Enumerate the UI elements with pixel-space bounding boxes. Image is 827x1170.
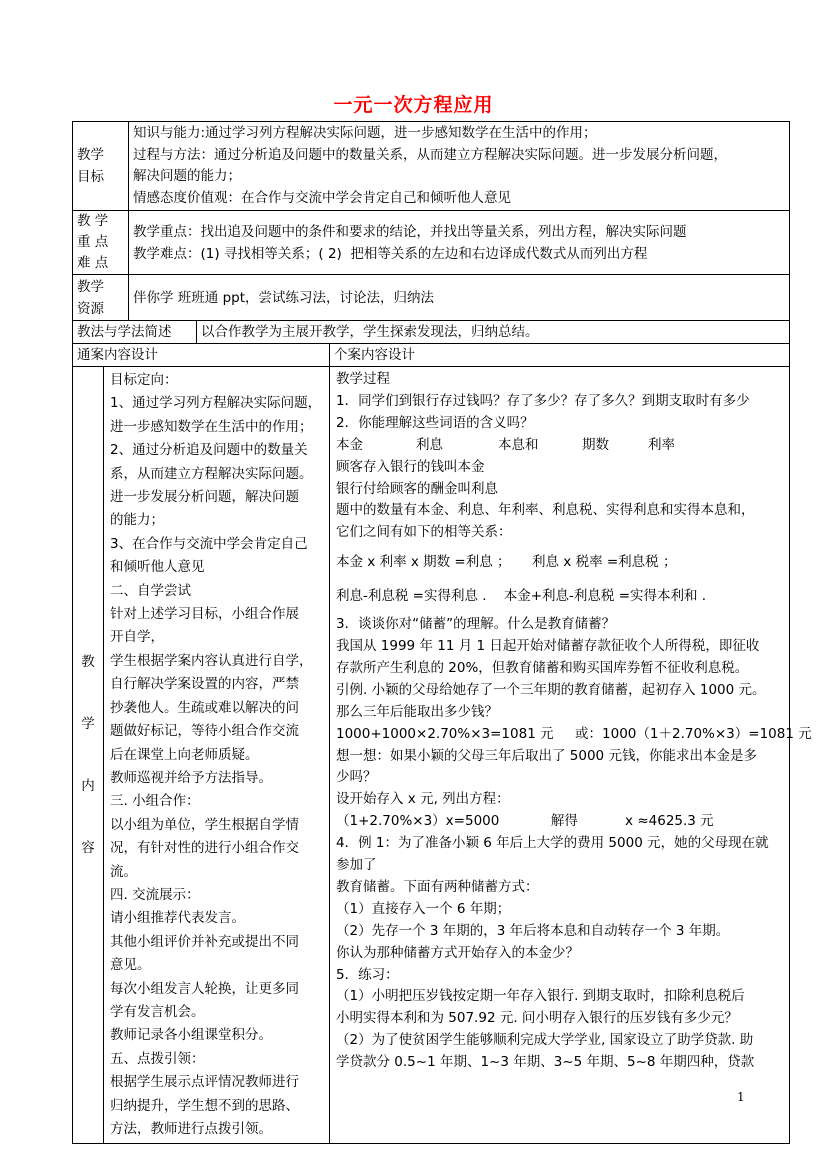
content-row (73, 367, 790, 1144)
common-design-line: 教师巡视并给予方法指导。 (110, 769, 272, 786)
common-design-line: 五、点拨引领： (110, 1050, 205, 1067)
common-design-line: 况，有针对性的进行小组合作交 (110, 840, 299, 857)
key-points-content (129, 211, 790, 275)
common-design-line: 进一步发展分析问题，解决问题 (110, 489, 299, 506)
common-design-line: 自行解决学案设置的内容，严禁 (110, 676, 299, 693)
common-design-line: 二、自学尝试 (110, 582, 191, 599)
common-design-line: 方法，教师进行点拨引领。 (110, 1121, 272, 1137)
common-design-line: 流。 (110, 863, 137, 880)
process-line: 教学过程 (336, 371, 390, 387)
common-design-line: 其他小组评价并补充或提出不同 (110, 933, 299, 950)
common-design-line: 目标定向： (110, 372, 178, 388)
process-line: （1）直接存入一个 6 年期； (336, 900, 511, 917)
label-line: 教学 (77, 147, 104, 163)
vertical-char: 教 (81, 654, 95, 671)
common-design-line: 系，从而建立方程解决实际问题。 (110, 465, 313, 482)
methods-content: 以合作教学为主展开教学，学生探索发现法，归纳总结。 (197, 321, 790, 344)
objective-line: 过程与方法：通过分析追及问题中的数量关系，从而建立方程解决实际问题。进一步发展分析问题， (133, 146, 727, 163)
common-design-line: 3、在合作与交流中学会肯定自己 (110, 535, 308, 552)
process-line: （2）先存一个 3 年期的，3 年后将本息和自动转存一个 3 年期。 (336, 922, 730, 939)
page-number: 1 (737, 1090, 745, 1104)
process-line: 想一想：如果小颖的父母三年后取出了 5000 元钱，你能求出本金是多 (336, 747, 757, 764)
term: 本金 (336, 436, 363, 453)
common-design-line: 抄袭他人。生疏或难以解决的问 (110, 699, 299, 716)
key-points-label (73, 211, 129, 275)
term: 期数 (582, 436, 609, 453)
process-line: 4．例 1：为了准备小颖 6 年后上大学的费用 5000 元，她的父母现在就 (336, 835, 769, 852)
process-line: 我国从 1999 年 11 月 1 日起开始对储蓄存款征收个人所得税，即征收 (336, 637, 760, 654)
methods-label: 教法与学法简述 (73, 321, 197, 344)
label-line: 目标 (77, 169, 104, 185)
process-line: 那么三年后能取出多少钱？ (336, 703, 498, 720)
vertical-char: 容 (81, 840, 95, 857)
process-line: 小明实得本利和为 507.92 元. 问小明存入银行的压岁钱有多少元？ (336, 1010, 738, 1027)
common-design-line: 和倾听他人意见 (110, 559, 205, 576)
objective-line: 解决问题的能力； (133, 168, 241, 184)
common-design-header: 通案内容设计 (73, 344, 330, 367)
process-line: 存款所产生利息的 20%，但教育储蓄和购买国库券暂不征收利息税。 (336, 659, 749, 676)
objectives-label (73, 122, 129, 211)
term: 利息 (416, 436, 443, 453)
common-design-line: 学生根据学案内容认真进行自学， (110, 652, 313, 669)
objectives-content (129, 122, 790, 211)
definition-line: 它们之间有如下的相等关系： (336, 524, 512, 541)
process-line: 2．你能理解这些词语的含义吗？ (336, 414, 534, 431)
process-line: 1．同学们到银行存过钱吗？存了多少？存了多久？到期支取时有多少 (336, 392, 750, 409)
process-line: （1+2.70%×3）x=5000 解得 x ≈4625.3 元 (336, 813, 714, 830)
process-line: 少吗？ (336, 769, 377, 786)
methods-row (73, 321, 790, 344)
terms-row (336, 435, 783, 457)
resources-row (73, 275, 790, 321)
common-design-line: 后在课堂上向老师质疑。 (110, 746, 259, 763)
process-line: 3．谈谈你对“储蓄”的理解。什么是教育储蓄？ (336, 616, 616, 633)
process-line: （2）为了使贫困学生能够顺利完成大学学业, 国家设立了助学贷款. 助 (336, 1032, 754, 1049)
process-line: 你认为那种储蓄方式开始存入的本金少？ (336, 944, 579, 961)
process-line: 参加了 (336, 857, 377, 874)
common-design-line: 进一步感知数学在生活中的作用； (110, 418, 313, 435)
label-line: 教学 (77, 278, 104, 295)
vertical-char: 内 (81, 778, 95, 795)
common-design-line: 2、通过分析追及问题中的数量关 (110, 442, 308, 459)
common-design-line: 三. 小组合作： (110, 793, 200, 810)
design-header-row (73, 344, 790, 367)
common-design-line: 题做好标记，等待小组合作交流 (110, 723, 299, 740)
resources-label (73, 275, 129, 321)
formula-line: 利息-利息税 =实得利息 . 本金+利息-利息税 =实得本利和 . (336, 588, 707, 605)
term: 利率 (648, 436, 675, 453)
common-design-line: 1、通过学习列方程解决实际问题， (110, 395, 322, 412)
document-title: 一元一次方程应用 (333, 94, 494, 116)
definition-section (336, 457, 783, 545)
process-line: 教育储蓄。下面有两种储蓄方式： (336, 878, 539, 895)
body-section (336, 614, 812, 1074)
formula-line: 本金 x 利率 x 期数 =利息 ； 利息 x 税率 =利息税 ； (336, 554, 677, 571)
teaching-content-vertical-label (73, 367, 104, 1144)
common-design-line: 根据学生展示点评情况教师进行 (110, 1074, 299, 1091)
label-line: 资源 (77, 300, 104, 317)
common-design-line: 请小组推荐代表发言。 (110, 910, 245, 927)
label-line: 教 学 (77, 213, 109, 229)
common-design-content (104, 367, 330, 1144)
objectives-row (73, 122, 790, 211)
label-line: 难 点 (77, 255, 109, 271)
vertical-char: 学 (81, 716, 95, 733)
lesson-plan-table (72, 121, 812, 1144)
term: 本息和 (498, 436, 539, 453)
definition-line: 题中的数量有本金、利息、年利率、利息税、实得利息和实得本息和， (336, 502, 755, 519)
process-line: （1）小明把压岁钱按定期一年存入银行. 到期支取时，扣除利息税后 (336, 988, 745, 1005)
common-design-line: 意见。 (110, 957, 151, 974)
common-design-line: 开自学， (110, 629, 164, 646)
key-point-line: 教学重点：找出追及问题中的条件和要求的结论，并找出等量关系，列出方程，解决实际问题 (133, 223, 687, 240)
individual-design-content (330, 367, 812, 1144)
common-design-line: 针对上述学习目标，小组合作展 (110, 606, 299, 623)
resources-content: 伴你学 班班通 ppt，尝试练习法，讨论法，归纳法 (129, 275, 790, 321)
common-design-line: 每次小组发言人轮换，让更多同 (110, 980, 299, 997)
common-design-line: 归纳提升，学生想不到的思路、 (110, 1097, 299, 1114)
definition-line: 银行付给顾客的酬金叫利息 (336, 480, 498, 497)
key-points-row (73, 211, 790, 275)
individual-design-header: 个案内容设计 (330, 344, 790, 367)
key-point-line: 教学难点：(1) 寻找相等关系；( 2) 把相等关系的左边和右边译成代数式从而列出方程 (133, 245, 648, 262)
process-line: 学贷款分 0.5~1 年期、1~3 年期、3~5 年期、5~8 年期四种，贷款 (336, 1054, 755, 1071)
process-line: 5．练习： (336, 966, 399, 983)
definition-line: 顾客存入银行的钱叫本金 (336, 458, 485, 475)
common-design-line: 以小组为单位，学生根据自学情 (110, 816, 299, 833)
process-line: 设开始存入 x 元, 列出方程： (336, 791, 510, 808)
common-design-line: 学有发言机会。 (110, 1003, 205, 1020)
common-design-line: 的能力； (110, 512, 164, 529)
objective-line: 情感态度价值观：在合作与交流中学会肯定自己和倾听他人意见 (133, 189, 511, 206)
label-line: 重 点 (77, 234, 109, 250)
common-design-line: 四. 交流展示： (110, 886, 200, 903)
process-line: 引例. 小颖的父母给她存了一个三年期的教育储蓄，起初存入 1000 元。 (336, 681, 766, 698)
objective-line: 知识与能力:通过学习列方程解决实际问题，进一步感知数学在生活中的作用； (133, 125, 597, 141)
intro-section (336, 369, 783, 435)
process-line: 1000+1000×2.70%×3=1081 元 或：1000（1＋2.70%×3）=1081 元 (336, 725, 812, 742)
common-design-line: 教师记录各小组课堂积分。 (110, 1027, 272, 1044)
